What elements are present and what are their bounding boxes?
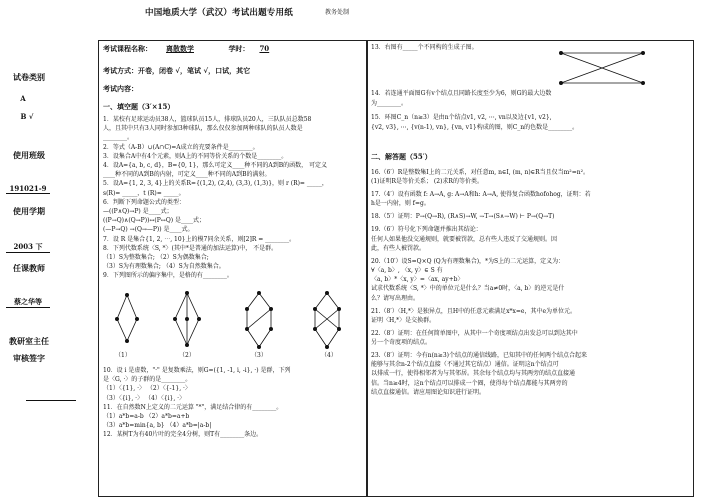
graph-figure-q13 xyxy=(557,49,647,87)
question-line: 试求代数系统〈S, *〉中的单位元是什么？当a≠0时，〈a, b〉的逆元是什 xyxy=(371,285,565,293)
question-line: 11．在自然数N上定义的二元运算 "*"，满足结合律的有________。 xyxy=(103,403,283,411)
question-line: （1）〈{1}, ·〉 （2）〈{-1}, ·〉 xyxy=(103,385,191,393)
hours-value: 70 xyxy=(259,44,270,53)
hasse-diagrams xyxy=(99,289,367,361)
question-line: 人，且其中只有3人同时参加3种球队，那么仅仅参加两种球队的队员人数是 xyxy=(103,125,303,133)
fig2-node xyxy=(185,317,188,320)
fig2-node xyxy=(185,343,188,346)
fig4-edge xyxy=(315,293,327,309)
exam-content: 考试内容： xyxy=(103,84,138,93)
question-line: 〈a, b〉*〈x, y〉=〈ax, ay+b〉 xyxy=(371,276,464,284)
question-line: （1）a*b=a-b （2）a*b=a+b xyxy=(103,413,190,420)
class-value: 191021-9 xyxy=(6,184,50,194)
fig3-node xyxy=(245,327,248,330)
section1-title: 一、填空题（3′×15） xyxy=(103,102,175,111)
question-line: 22.（8′）证明：在任何简单图中，从其中一个奇度项结点出发总可以到达其中 xyxy=(371,329,578,337)
class-label: 使用班级 xyxy=(13,150,45,160)
question-line: 16.（6′）R是整数集I上的二元关系，对任意m, n∈I, (m, n)∈R当且仅当m²=n²。 xyxy=(371,169,590,176)
course-row xyxy=(103,45,279,53)
question-line: 15．环图C_n（n≥3）是由n个结点v1, v2, ⋯, vn以及边{v1, v2}, xyxy=(371,114,552,121)
fig4-node xyxy=(313,307,316,310)
question-line: 以排成一行，使得相邻者为与其邻居。其余每个结点均与其两旁的结点直接通 xyxy=(371,370,576,378)
hours-label: 学时： xyxy=(228,44,250,53)
fig3-node xyxy=(257,345,260,348)
question-line: ((P→Q)∧(Q→P))↔(P↔Q) 是____式； xyxy=(103,217,206,225)
q13-node xyxy=(559,51,562,54)
course-name: 离散数学 xyxy=(166,44,194,53)
fig2-edge xyxy=(187,319,199,345)
director-label: 教研室主任 xyxy=(9,336,49,346)
fig1-edge xyxy=(117,319,127,341)
question-line: 6．判断下列命题公式的类型： xyxy=(103,198,185,206)
question-line: （1）S为整数集合; （2）S为偶数集合; xyxy=(103,254,209,261)
question-line: 4．设A={a, b, c, d}，B={0, 1}，那么可定义____种不同的A到B的函数， 可定义 xyxy=(103,162,328,169)
question-line: 13．右图有_____个不同构的生成子图。 xyxy=(371,44,478,51)
question-line: 8．下列代数系统〈S, *〉(其中*是普通的加法运算)中， 不是群。 xyxy=(103,244,278,252)
question-line: （3）a*b=min{a, b} （4）a*b=|a-b| xyxy=(103,422,212,430)
page-title: 中国地质大学（武汉）考试出题专用纸 xyxy=(145,8,293,18)
fig1-edge xyxy=(117,295,127,319)
question-line: ________。 xyxy=(103,134,134,142)
fig4-node xyxy=(337,327,340,330)
fig2-edge xyxy=(175,293,187,319)
fig1-node xyxy=(115,317,118,320)
fig3-edge xyxy=(247,293,259,309)
teacher-label: 任课教师 xyxy=(13,263,45,273)
question-line: 么？请写出理由。 xyxy=(371,294,420,302)
fig3-node xyxy=(269,327,272,330)
left-panel xyxy=(98,40,368,497)
figure-label-3: （3） xyxy=(251,352,267,359)
fig3-node xyxy=(269,307,272,310)
fig4-node xyxy=(325,345,328,348)
question-line: 20.（10′）设S=Q×Q (Q为有理数集合)，*为S上的二元运算，定义为： xyxy=(371,257,565,265)
question-line: （3）〈{i}, ·〉 （4）〈{i}, ·〉 xyxy=(103,394,186,402)
exam-method: 考试方式：开卷，闭卷 √，笔试 √，口试，其它 xyxy=(103,66,251,75)
q13-node xyxy=(641,81,644,84)
fig2-edge xyxy=(175,319,187,345)
question-line: (1)证明R是等价关系； (2)求R的等价类。 xyxy=(371,178,483,186)
question-line: 能够与其余n-2个结点直接（不通过其它结点）通信。证明这n个结点可 xyxy=(371,361,559,369)
question-line: 12．某树T为有40片叶的完全4分树，则T有________条边。 xyxy=(103,431,263,439)
question-line: 10．设 i 是虚数，"·" 是复数乘法，则G=({1, -1, i, -i}, ·) 是群，下列 xyxy=(103,367,291,374)
question-line: 5．设A={1, 2, 3, 4}上的关系R={(1,2), (2,4), (3,3), (1,3)}，则 r (R)= _____， xyxy=(103,180,328,188)
fig2-node xyxy=(197,317,200,320)
question-line: {v2, v3}, ⋯, {v(n-1), vn}, {vn, v1}构成的图，则C_n的色数是________。 xyxy=(371,124,579,131)
question-line: 17.（4′）设有函数 f: A→A, g: A→A和h: A→A, 使得复合函数hofohog，证明：若 xyxy=(371,191,591,199)
term-label: 使用学期 xyxy=(13,206,45,216)
figure-label-2: （2） xyxy=(179,352,195,359)
fig1-node xyxy=(125,339,128,342)
section2-title: 二、解答题（55′） xyxy=(371,152,432,161)
question-line: 19.（6′）符号化下列命题并推出其结论： xyxy=(371,226,482,234)
teacher-value: 蔡之华等 xyxy=(6,297,50,308)
figure-label-1: （1） xyxy=(115,352,131,359)
question-line: （3）S为有理数集合; （4）S为自然数集合。 xyxy=(103,263,225,271)
fig3-edge xyxy=(259,329,271,347)
term-value: 2003 下 xyxy=(6,242,50,253)
question-line: 18.（5′）证明：P→(Q→R), (R∧S)→W, ⇁T→(S∧⇁W) ⊢ P→(Q→T) xyxy=(371,213,555,221)
exam-type-b: B √ xyxy=(20,112,34,121)
fig2-edge xyxy=(187,293,199,319)
fig4-node xyxy=(325,291,328,294)
q13-node xyxy=(641,51,644,54)
exam-type-label: 试卷类别 xyxy=(13,72,45,82)
right-panel xyxy=(366,40,694,497)
sidebar xyxy=(0,0,98,503)
question-line: 任何人如果他没交通规则，就要被罚款，总有些人违反了交通规则。因 xyxy=(371,235,558,243)
fig3-edge xyxy=(247,309,271,329)
question-line: 此，有些人被罚款。 xyxy=(371,244,426,252)
question-line: 14．若连通平面图G有v个结点且同路长度至少为6，则G的最大边数 xyxy=(371,90,552,97)
department-note: 教务处制 xyxy=(325,9,350,16)
fig1-node xyxy=(135,317,138,320)
question-line: 21.（8′）〈H,*〉是独异点，且H中的任意元素满足x*x=e，其中e为单位元。 xyxy=(371,307,576,315)
question-line: h是一内射，则 f=g。 xyxy=(371,200,430,208)
question-line: 另一个奇度项的结点。 xyxy=(371,339,432,346)
question-line: 是〈G, ·〉的子群的是________。 xyxy=(103,376,192,384)
fig2-node xyxy=(173,317,176,320)
question-line: 信。当n≥4时，这n个结点可以排成一个圈，使得每个结点都能与其两旁的 xyxy=(371,379,568,387)
question-line: 23.（8′）证明：今有n(n≥3)个结点的通信线路，已知其中的任何两个结点合起来 xyxy=(371,352,587,359)
exam-type-a: A xyxy=(20,94,26,103)
fig1-node xyxy=(125,293,128,296)
question-line: 3．设集合A中有4个元素，则A上的不同等价关系的个数是________。 xyxy=(103,152,288,160)
course-label: 考试课程名称： xyxy=(103,44,152,53)
question-line: ____种不同的A到B的内射，可定义____种不同的A到B的满射。 xyxy=(103,171,271,179)
sign-label: 审核签字 xyxy=(13,353,45,363)
fig3-edge xyxy=(259,293,271,309)
fig3-node xyxy=(257,291,260,294)
question-line: 证明〈H,*〉是交换群。 xyxy=(371,316,436,324)
question-line: 结点直接通信。请应用图论知识进行证明。 xyxy=(371,388,486,396)
q13-node xyxy=(559,81,562,84)
question-line: 为________。 xyxy=(371,100,408,107)
fig3-node xyxy=(245,307,248,310)
fig4-node xyxy=(313,327,316,330)
question-line: 7．设 R 是集合{1, 2, ⋯, 10}上的模7同余关系，则[2]R = ________。 xyxy=(103,235,296,243)
fig4-edge xyxy=(327,293,339,309)
question-line: (—P→Q) →(Q→—P)) 是____式。 xyxy=(103,226,194,234)
signature-line xyxy=(26,400,76,401)
question-line: 9．下列图所示的偏序集中，是格的有________。 xyxy=(103,272,233,280)
question-line: s(R)= _____，t (R)= _____。 xyxy=(103,189,185,197)
question-line: 1．某校有足球运动员38人，篮球队员15人，排球队员20人，三队队员总数58 xyxy=(103,116,312,123)
fig4-edge xyxy=(327,329,339,347)
figure-label-4: （4） xyxy=(321,352,337,359)
fig4-edge xyxy=(315,329,327,347)
question-line: ∀〈a, b〉, 〈x, y〉∈ S 有 xyxy=(371,267,443,274)
fig1-edge xyxy=(127,319,137,341)
fig1-edge xyxy=(127,295,137,319)
question-line: —((P∧Q)→P) 是____式； xyxy=(103,208,173,215)
fig3-edge xyxy=(247,329,259,347)
fig2-node xyxy=(185,291,188,294)
question-line: 2．等式（A-B）∪(A∩C)=A成立的充要条件是________。 xyxy=(103,143,259,151)
fig4-node xyxy=(337,307,340,310)
